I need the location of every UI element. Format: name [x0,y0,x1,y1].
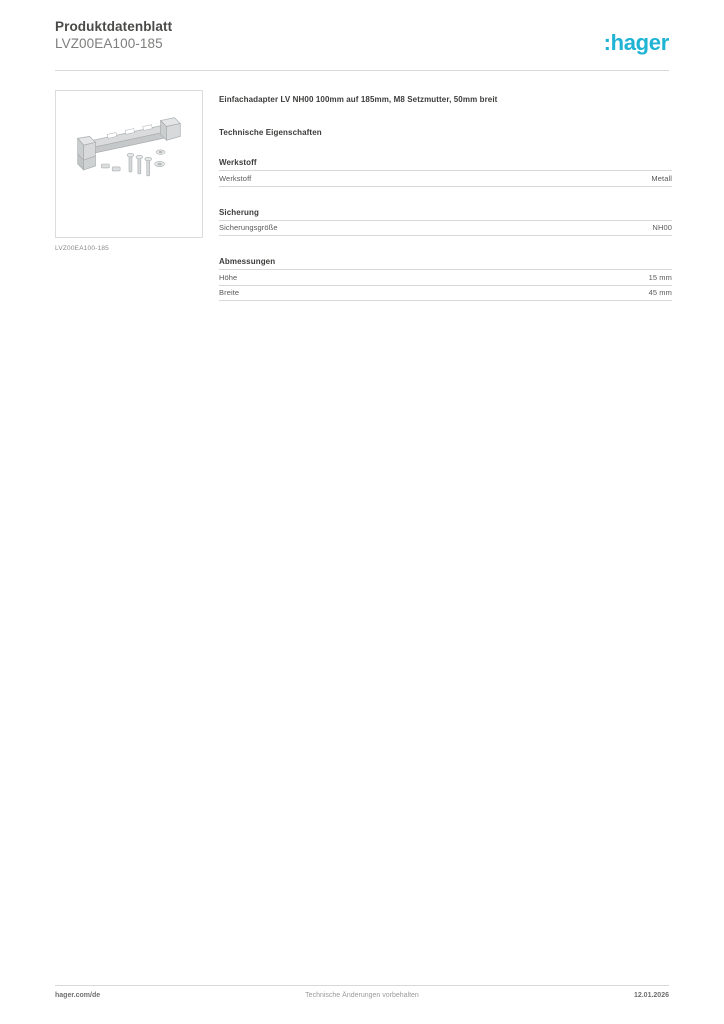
product-image-caption: LVZ00EA100-185 [55,245,109,252]
hager-logo: :hager [603,30,669,55]
page-subtitle: LVZ00EA100-185 [55,36,163,51]
spec-label: Höhe [219,272,238,282]
footer-date: 12.01.2026 [633,992,669,999]
product-description: Einfachadapter LV NH00 100mm auf 185mm, M8 Setzmutter, 50mm breit [219,95,498,104]
footer-disclaimer: Technische Änderungen vorbehalten [305,992,419,999]
spec-group [219,269,672,301]
footer-divider [55,985,669,986]
page-title: Produktdatenblatt [55,19,173,34]
spec-label: Sicherungsgröße [219,223,278,232]
table-row [219,221,672,237]
datasheet-content [219,94,672,301]
spec-value: 15 mm [648,272,672,282]
table-row [219,270,672,286]
spec-group-title: Sicherung [219,207,260,217]
spec-label: Werkstoff [219,173,252,183]
page-header [55,18,669,68]
spec-group-title: Abmessungen [219,257,276,266]
spec-group [219,170,672,187]
table-row [219,286,672,302]
spec-value: 45 mm [648,288,672,297]
product-illustration [56,91,202,237]
page-footer [55,992,669,1006]
spec-group-title: Werkstoff [219,158,257,167]
spec-label: Breite [219,288,240,297]
spec-value: NH00 [652,223,672,232]
footer-website-link[interactable]: hager.com/de [55,992,101,999]
spec-value: Metall [651,173,672,183]
table-row [219,171,672,187]
specs-section-title: Technische Eigenschaften [219,128,322,137]
header-divider [55,70,669,71]
product-image [55,90,203,238]
spec-group [219,220,672,237]
